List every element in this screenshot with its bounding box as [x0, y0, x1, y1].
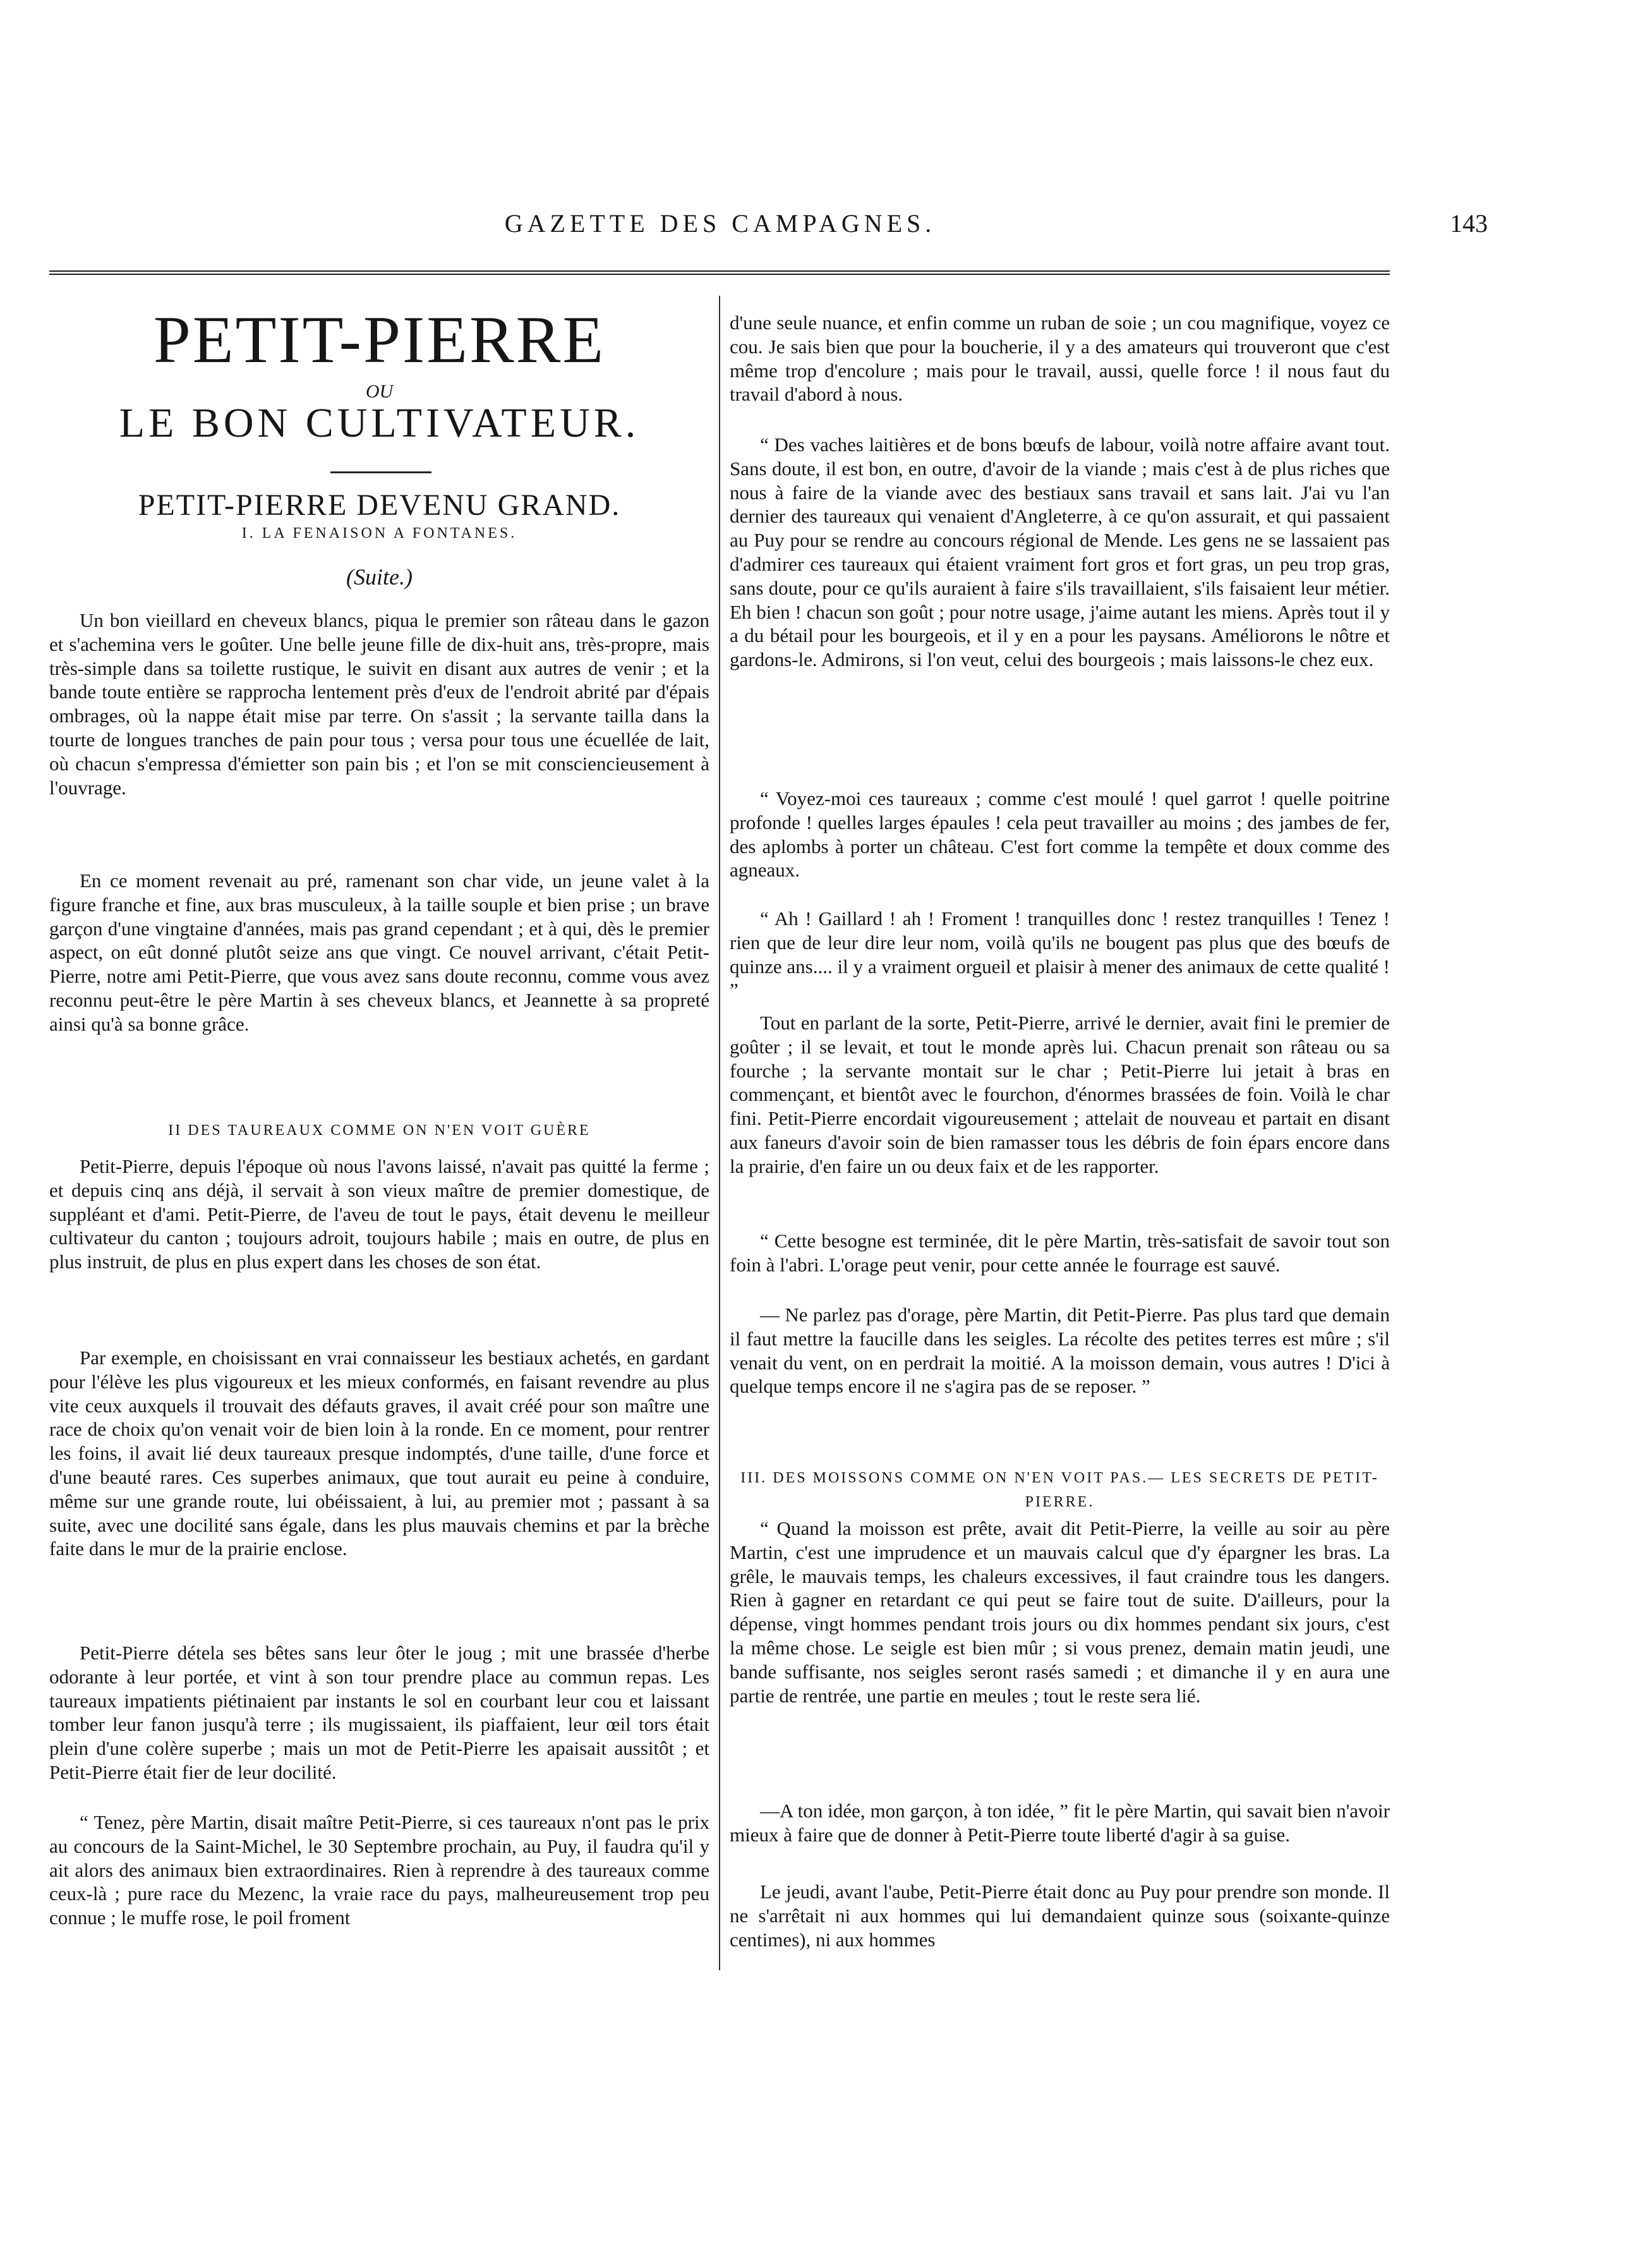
- paragraph: Par exemple, en choisissant en vrai connaisseur les bestiaux achetés, en gardant pour l'élève les plus vigoureux et les mieux conformés, en faisant revendre au plus vite ceux auxquels il trouvait des défauts graves, il avait créé pour son maître une race de choix qu'on venait voir de bien loin à la ronde. En ce moment, pour rentrer les foins, il avait lié deux taureaux presque indomptés, d'une taille, d'une force et d'une beauté rares. Ces superbes animaux, que tout aurait eu peine à conduire, même sur une grande route, lui obéissaient, à lui, au premier mot ; passant à sa suite, avec une docilité sans égale, dans les plus mauvais chemins et par la brèche faite dans le mur de la prairie enclose.: [49, 1347, 709, 1560]
- title-conjunction: OU: [365, 381, 394, 402]
- paragraph: “ Voyez-moi ces taureaux ; comme c'est moulé ! quel garrot ! quelle poitrine profonde ! quelles larges épaules ! cela peut travailler au moins ; des jambes de fer, des aplombs à porter un château. C'est fort comme la tempête et doux comme des agneaux.: [730, 787, 1390, 882]
- paragraph: Un bon vieillard en cheveux blancs, piqua le premier son râteau dans le gazon et s'achemina vers le goûter. Une belle jeune fille de dix-huit ans, très-propre, mais très-simple dans sa toilette rustique, le suivit en disant aux autres de venir ; et la bande toute entière se rapprocha lentement près d'eux de l'endroit abrité par d'épais ombrages, où la nappe était mise par terre. On s'assit ; la servante tailla dans la tourte de longues tranches de pain pour tous ; versa pour tous une écuellée de lait, où chacun s'empressa d'émietter son pain bis ; et l'on se mit consciencieusement à l'ouvrage.: [49, 609, 709, 799]
- section-heading: II DES TAUREAUX COMME ON N'EN VOIT GUÈRE: [168, 1122, 591, 1139]
- paragraph: “ Tenez, père Martin, disait maître Petit-Pierre, si ces taureaux n'ont pas le prix au concours de la Saint-Michel, le 30 Septembre prochain, au Puy, il faudra qu'il y ait alors des animaux bien extraordinaires. Rien à reprendre à des taureaux comme ceux-là ; pure race du Mezenc, la vraie race du pays, malheureusement trop peu connue ; le muffe rose, le poil froment: [49, 1811, 709, 1929]
- running-title: GAZETTE DES CAMPAGNES.: [504, 209, 936, 238]
- part-title: PETIT-PIERRE DEVENU GRAND.: [138, 488, 621, 522]
- paragraph: “ Cette besogne est terminée, dit le père Martin, très-satisfait de savoir tout son foin à l'abri. L'orage peut venir, pour cette année le fourrage est sauvé.: [730, 1230, 1390, 1276]
- header-double-rule: [49, 270, 1390, 275]
- page-header: [0, 209, 1652, 246]
- paragraph: Tout en parlant de la sorte, Petit-Pierre, arrivé le dernier, avait fini le premier de goûter ; il se levait, et tout le monde après lui. Chacun prenait son râteau ou sa fourche ; la servante montait sur le char ; Petit-Pierre lui jetait à bras en commençant, et bientôt avec le fourchon, d'énormes brassées de foin. Voilà le char fini. Petit-Pierre encordait vigoureusement ; attelait de nouveau et partait en disant aux faneurs d'avoir soin de bien ramasser tous les débris de foin épars encore dans la prairie, d'en faire un ou deux faix et de les rapporter.: [730, 1012, 1390, 1177]
- continuation-note: (Suite.): [346, 564, 413, 590]
- section-heading: III. DES MOISSONS COMME ON N'EN VOIT PAS.— LES SECRETS DE PETIT-PIERRE.: [740, 1470, 1379, 1510]
- article-title: PETIT-PIERRE: [153, 303, 606, 377]
- paragraph: “ Ah ! Gaillard ! ah ! Froment ! tranquilles donc ! restez tranquilles ! Tenez ! rien que de leur dire leur nom, voilà qu'ils ne bougent pas plus que des bœufs de quinze ans.... il y a vraiment orgueil et plaisir à mener des animaux de cette qualité ! ”: [730, 907, 1390, 1002]
- paragraph: “ Quand la moisson est prête, avait dit Petit-Pierre, la veille au soir au père Martin, c'est une imprudence et un mauvais calcul que d'y épargner les bras. La grêle, le mauvais temps, les chaleurs excessives, il faut craindre tous les dangers. Rien à gagner en retardant ce qui peut se faire tout de suite. D'ailleurs, pour la dépense, vingt hommes pendant trois jours ou dix hommes pendant six jours, c'est la même chose. Le seigle est bien mûr ; si vous prenez, demain matin jeudi, une bande suffisante, nos seigles seront rasés samedi ; et dimanche il y en aura une partie de rentrée, une partie en meules ; tout le reste sera lié.: [730, 1517, 1390, 1707]
- page-number: 143: [1450, 209, 1488, 238]
- paragraph: En ce moment revenait au pré, ramenant son char vide, un jeune valet à la figure franche et fine, aux bras musculeux, à la taille souple et bien prise ; un brave garçon d'une vingtaine d'années, mais pas grand cependant ; et à qui, dès le premier aspect, on eût donné plutôt seize ans que vingt. Ce nouvel arrivant, c'était Petit-Pierre, notre ami Petit-Pierre, que vous avez sans doute reconnu, comme vous avez reconnu peut-être le père Martin à ses cheveux blancs, et Jeannette à sa propreté ainsi qu'à sa bonne grâce.: [49, 869, 709, 1035]
- title-divider: [330, 471, 431, 473]
- paragraph: d'une seule nuance, et enfin comme un ruban de soie ; un cou magnifique, voyez ce cou. Je sais bien que pour la boucherie, il y a des amateurs qui trouveront que c'est même trop d'encolure ; mais pour le travail, aussi, quelle force ! il nous faut du travail d'abord à nous.: [730, 312, 1390, 406]
- column-separator: [719, 296, 720, 1970]
- paragraph: “ Des vaches laitières et de bons bœufs de labour, voilà notre affaire avant tout. Sans doute, il est bon, en outre, d'avoir de la viande ; mais c'est à de plus riches que nous à faire de la viande avec des bestiaux sans travail et sans lait. J'ai vu l'an dernier des taureaux qui venaient d'Angleterre, à ce qu'on assurait, et qui passaient au Puy pour se rendre au concours régional de Mende. Les gens ne se lassaient pas d'admirer ces taureaux qui étaient vraiment fort gros et fort gras, un peu trop gras, sans doute, pour ce qu'ils auraient à faire s'ils travaillaient, s'ils faisaient leur métier. Eh bien ! chacun son goût ; pour notre usage, j'aime autant les miens. Après tout il y a du bétail pour les bourgeois, et il y en a pour les paysans. Améliorons le nôtre et gardons-le. Admirons, si l'on veut, celui des bourgeois ; mais laissons-le chez eux.: [730, 433, 1390, 671]
- paragraph: —A ton idée, mon garçon, à ton idée, ” fit le père Martin, qui savait bien n'avoir mieux à faire que de donner à Petit-Pierre toute liberté d'agir à sa guise.: [730, 1800, 1390, 1846]
- paragraph: Petit-Pierre, depuis l'époque où nous l'avons laissé, n'avait pas quitté la ferme ; et depuis cinq ans déjà, il servait à son vieux maître de premier domestique, de suppléant et d'ami. Petit-Pierre, de l'aveu de tout le pays, était devenu le meilleur cultivateur du canton ; toujours adroit, toujours habile ; mais en outre, de plus en plus instruit, de plus en plus expert dans les choses de son état.: [49, 1155, 709, 1273]
- paragraph: Petit-Pierre dételа ses bêtes sans leur ôter le joug ; mit une brassée d'herbe odorante à leur portée, et vint à son tour prendre place au commun repas. Les taureaux impatients piétinaient par instants le sol en courbant leur cou et laissant tomber leur fanon jusqu'à terre ; ils mugissaient, ils piaffaient, leur œil tors était plein d'une colère superbe ; mais un mot de Petit-Pierre les apaisait aussitôt ; et Petit-Pierre était fier de leur docilité.: [49, 1642, 709, 1783]
- paragraph: — Ne parlez pas d'orage, père Martin, dit Petit-Pierre. Pas plus tard que demain il faut mettre la faucille dans les seigles. La récolte des petites terres est mûre ; s'il venait du vent, on en perdrait la moitié. A la moisson demain, vous autres ! D'ici à quelque temps encore il ne s'agira pas de se reposer. ”: [730, 1304, 1390, 1398]
- article-subtitle: LE BON CULTIVATEUR.: [119, 400, 640, 446]
- paragraph: Le jeudi, avant l'aube, Petit-Pierre était donc au Puy pour prendre son monde. Il ne s'arrêtait ni aux hommes qui lui demandaient quinze sous (soixante-quinze centimes), ni aux hommes: [730, 1881, 1390, 1951]
- chapter-heading: I. LA FENAISON A FONTANES.: [241, 525, 517, 542]
